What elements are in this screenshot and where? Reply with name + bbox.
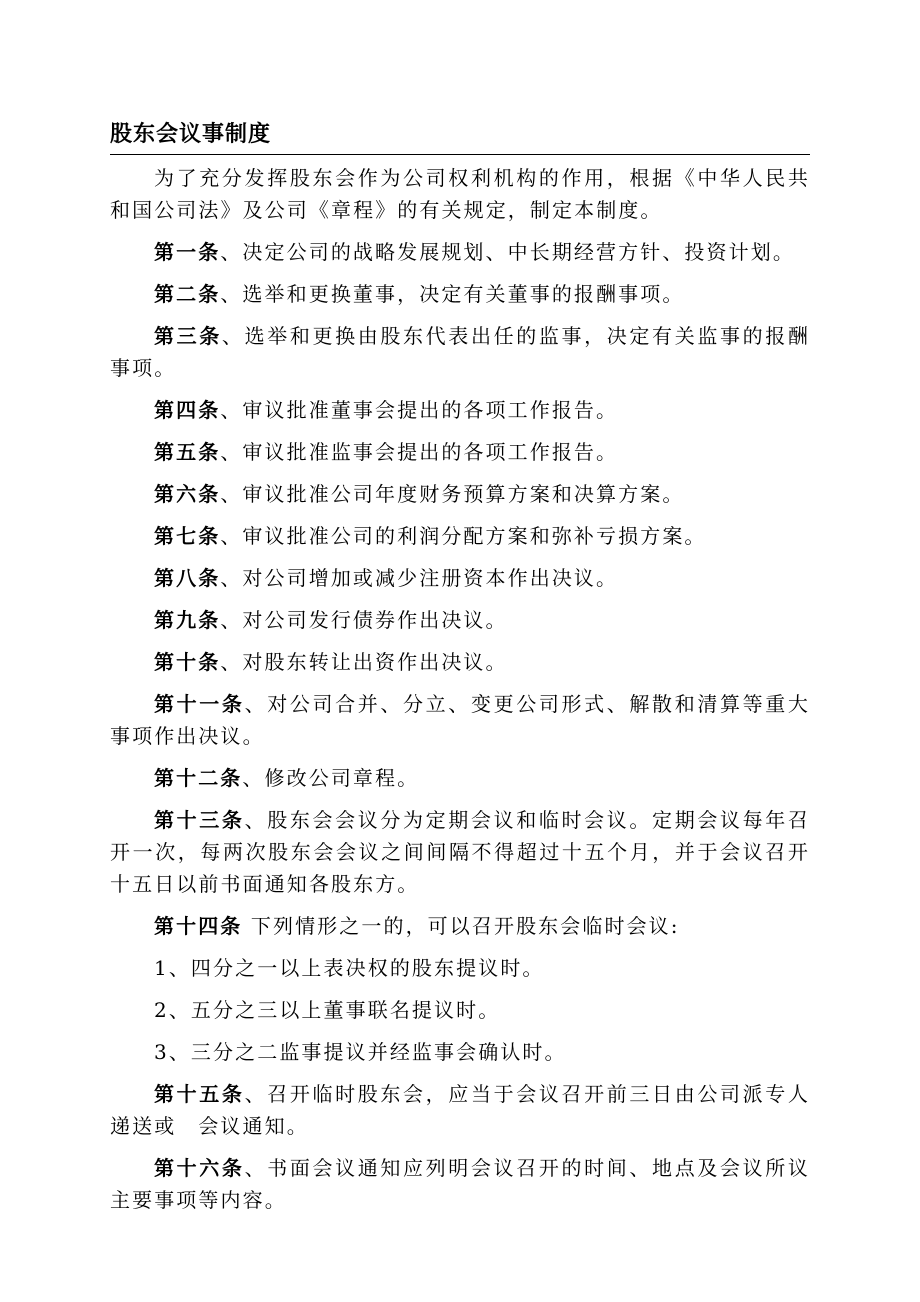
article-label: 第三条 [154, 324, 222, 348]
article-text: 对公司增加或减少注册资本作出决议。 [242, 566, 619, 590]
article-text-continued: 会议通知。 [198, 1114, 309, 1138]
article-label: 第二条 [154, 282, 221, 306]
article-label: 第十二条 [154, 766, 243, 790]
article-13 [110, 804, 810, 900]
article-12 [110, 762, 810, 794]
article-sep: 、 [220, 240, 243, 264]
article-label: 第十一条 [154, 692, 245, 716]
article-sep [242, 914, 250, 938]
article-text: 召开临时股东会，应当于会议召开前三日由公司派专人递送或 [110, 1082, 810, 1138]
article-16 [110, 1152, 810, 1216]
article-sep: 、 [244, 808, 268, 832]
article-text: 审议批准公司的利润分配方案和弥补亏损方案。 [242, 524, 707, 548]
title-block [110, 120, 810, 155]
article-label: 第十五条 [154, 1082, 245, 1106]
article-text: 选举和更换董事，决定有关董事的报酬事项。 [242, 282, 685, 306]
article-text: 决定公司的战略发展规划、中长期经营方针、投资计划。 [242, 240, 795, 264]
article-6 [110, 478, 810, 510]
article-7 [110, 520, 810, 552]
article-3 [110, 320, 810, 384]
article-sep: 、 [220, 440, 243, 464]
article-sep: 、 [220, 282, 243, 306]
article-4 [110, 394, 810, 426]
article-label: 第八条 [154, 566, 221, 590]
article-11 [110, 688, 810, 752]
article-label: 第十四条 [154, 914, 243, 938]
article-15 [110, 1078, 810, 1142]
article-2 [110, 278, 810, 310]
article-sep: 、 [220, 524, 243, 548]
article-text: 修改公司章程。 [264, 766, 420, 790]
article-label: 第十条 [154, 650, 221, 674]
article-text: 对公司合并、分立、变更公司形式、解散和清算等重大事项作出决议。 [110, 692, 810, 748]
article-text: 审议批准公司年度财务预算方案和决算方案。 [242, 482, 685, 506]
article-14 [110, 910, 810, 942]
article-label: 第五条 [154, 440, 221, 464]
condition-1: 1、四分之一以上表决权的股东提议时。 [154, 956, 545, 980]
article-text: 选举和更换由股东代表出任的监事，决定有关监事的报酬事项。 [110, 324, 810, 380]
article-5 [110, 436, 810, 468]
condition-2: 2、五分之三以上董事联名提议时。 [154, 998, 501, 1022]
article-sep: 、 [220, 608, 243, 632]
article-sep: 、 [220, 566, 243, 590]
article-sep: 、 [220, 398, 243, 422]
article-label: 第四条 [154, 398, 221, 422]
condition-3: 3、三分之二监事提议并经监事会确认时。 [154, 1040, 567, 1064]
article-text: 书面会议通知应列明会议召开的时间、地点及会议所议主要事项等内容。 [110, 1156, 810, 1212]
article-sep: 、 [220, 482, 243, 506]
article-9 [110, 604, 810, 636]
article-sep: 、 [242, 766, 265, 790]
intro-paragraph: 为了充分发挥股东会作为公司权利机构的作用，根据《中华人民共和国公司法》及公司《章程》的有关规定，制定本制度。 [110, 166, 810, 222]
article-sep: 、 [221, 324, 245, 348]
article-text: 审议批准董事会提出的各项工作报告。 [242, 398, 619, 422]
article-10 [110, 646, 810, 678]
article-8 [110, 562, 810, 594]
article-text: 股东会会议分为定期会议和临时会议。定期会议每年召开一次，每两次股东会会议之间间隔不得超过十五个月，并于会议召开十五日以前书面通知各股东方。 [110, 808, 810, 896]
article-label: 第九条 [154, 608, 221, 632]
article-sep: 、 [244, 1082, 268, 1106]
article-1 [110, 236, 810, 268]
article-text: 审议批准监事会提出的各项工作报告。 [242, 440, 619, 464]
article-text: 对股东转让出资作出决议。 [242, 650, 508, 674]
article-text: 对公司发行债券作出决议。 [242, 608, 508, 632]
document-title: 股东会议事制度 [110, 122, 272, 147]
article-label: 第十三条 [154, 808, 245, 832]
article-sep: 、 [244, 692, 268, 716]
article-label: 第六条 [154, 482, 221, 506]
article-label: 第一条 [154, 240, 221, 264]
article-sep: 、 [220, 650, 243, 674]
article-text: 下列情形之一的，可以召开股东会临时会议: [250, 914, 680, 938]
article-sep: 、 [244, 1156, 268, 1180]
article-label: 第十六条 [154, 1156, 245, 1180]
article-label: 第七条 [154, 524, 221, 548]
document-body [110, 162, 810, 1226]
